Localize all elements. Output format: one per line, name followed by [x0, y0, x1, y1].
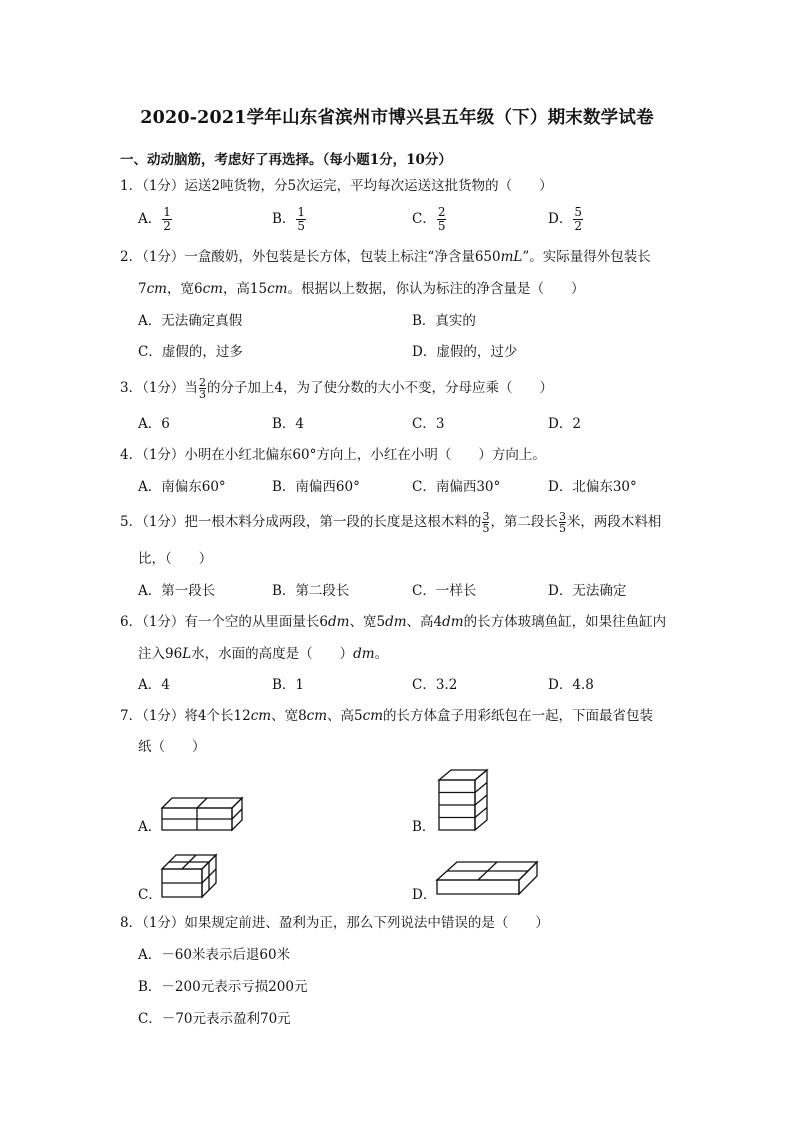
question-8-stem: 8．（1分）如果规定前进、盈利为正，那么下列说法中错误的是（ ）	[120, 915, 549, 931]
question-7-option-c[interactable]: C．	[138, 887, 162, 903]
question-3-option-c[interactable]: C．3	[412, 416, 445, 432]
question-7-option-d[interactable]: D．	[412, 887, 437, 903]
question-6-stem-line2: 注入96L水，水面的高度是（ ）dm。	[138, 646, 389, 662]
question-1-option-a[interactable]: A． $\frac{1}{2}$	[138, 205, 171, 233]
question-3-stem: 3．（1分）当 $\frac{2}{3}$ 的分子加上4，为了使分数的大小不变，分母应乘（ ）	[120, 376, 554, 401]
question-8-option-b[interactable]: B．－200元表示亏损200元	[138, 979, 308, 995]
question-2-stem-line2: 7cm，宽6cm，高15cm。根据以上数据，你认为标注的净含量是（ ）	[138, 281, 585, 297]
question-3-option-d[interactable]: D．2	[548, 416, 581, 432]
question-4-option-a[interactable]: A．南偏东60°	[138, 479, 226, 495]
section-heading: 一、动动脑筋，考虑好了再选择。（每小题1分，10分）	[120, 152, 452, 168]
question-6-option-c[interactable]: C．3.2	[412, 677, 458, 693]
fraction: $\frac{3}{5}$	[558, 510, 566, 535]
question-7-option-b[interactable]: B．	[412, 819, 436, 835]
question-6-stem: 6．（1分）有一个空的从里面量长6dm、宽5dm、高4dm的长方体玻璃鱼缸，如果往鱼缸内	[120, 614, 667, 630]
fraction: $\frac{3}{5}$	[482, 510, 490, 535]
question-7-stem-line2: 纸（ ）	[138, 739, 206, 755]
question-1-option-b[interactable]: B． $\frac{1}{5}$	[272, 205, 306, 233]
question-5-option-c[interactable]: C．一样长	[412, 583, 477, 599]
fraction: $\frac{1}{2}$	[163, 205, 171, 233]
question-8-option-c[interactable]: C．－70元表示盈利70元	[138, 1011, 291, 1027]
fraction: $\frac{1}{5}$	[297, 205, 306, 233]
question-6-option-a[interactable]: A．4	[138, 677, 170, 693]
question-5-option-d[interactable]: D．无法确定	[548, 583, 627, 599]
box-arrangement-d-figure	[435, 860, 539, 896]
question-3-option-a[interactable]: A．6	[138, 416, 170, 432]
question-4-option-d[interactable]: D．北偏东30°	[548, 479, 637, 495]
question-4-option-c[interactable]: C．南偏西30°	[412, 479, 501, 495]
question-4-stem: 4．（1分）小明在小红北偏东60°方向上，小红在小明（ ）方向上。	[120, 447, 546, 463]
box-arrangement-c-figure	[160, 853, 220, 899]
question-6-option-b[interactable]: B．1	[272, 677, 305, 693]
question-1-option-d[interactable]: D． $\frac{5}{2}$	[548, 205, 582, 233]
question-6-option-d[interactable]: D．4.8	[548, 677, 594, 693]
question-4-option-b[interactable]: B．南偏西60°	[272, 479, 360, 495]
fraction: $\frac{2}{5}$	[437, 205, 446, 233]
question-2-option-c[interactable]: C．虚假的，过多	[138, 344, 243, 360]
question-2-option-a[interactable]: A．无法确定真假	[138, 313, 243, 329]
question-1-stem: 1．（1分）运送2吨货物，分5次运完，平均每次运送这批货物的（ ）	[120, 178, 553, 194]
question-7-option-a[interactable]: A．	[138, 819, 162, 835]
question-7-stem: 7．（1分）将4个长12cm、宽8cm、高5cm的长方体盒子用彩纸包在一起，下面最省包装	[120, 708, 654, 724]
page-title: 2020-2021学年山东省滨州市博兴县五年级（下）期末数学试卷	[140, 108, 654, 128]
question-2-stem: 2．（1分）一盒酸奶，外包装是长方体，包装上标注“净含量650mL”。实际量得外包装长	[120, 249, 651, 265]
question-2-option-b[interactable]: B．真实的	[412, 313, 476, 329]
question-5-stem-line2: 比，（ ）	[138, 551, 213, 567]
fraction: $\frac{5}{2}$	[574, 205, 582, 233]
question-8-option-a[interactable]: A．－60米表示后退60米	[138, 947, 291, 963]
question-5-option-b[interactable]: B．第二段长	[272, 583, 350, 599]
question-3-option-b[interactable]: B．4	[272, 416, 305, 432]
question-1-option-c[interactable]: C． $\frac{2}{5}$	[412, 205, 446, 233]
question-2-option-d[interactable]: D．虚假的，过少	[412, 344, 518, 360]
box-arrangement-a-figure	[160, 796, 244, 832]
question-5-stem: 5．（1分）把一根木料分成两段，第一段的长度是这根木料的 $\frac{3}{5}$ ，第二段长 $\frac{3}{5}$ 米，两段木料相	[120, 510, 662, 535]
fraction: $\frac{2}{3}$	[198, 376, 206, 401]
question-5-option-a[interactable]: A．第一段长	[138, 583, 216, 599]
box-arrangement-b-figure	[437, 768, 493, 832]
